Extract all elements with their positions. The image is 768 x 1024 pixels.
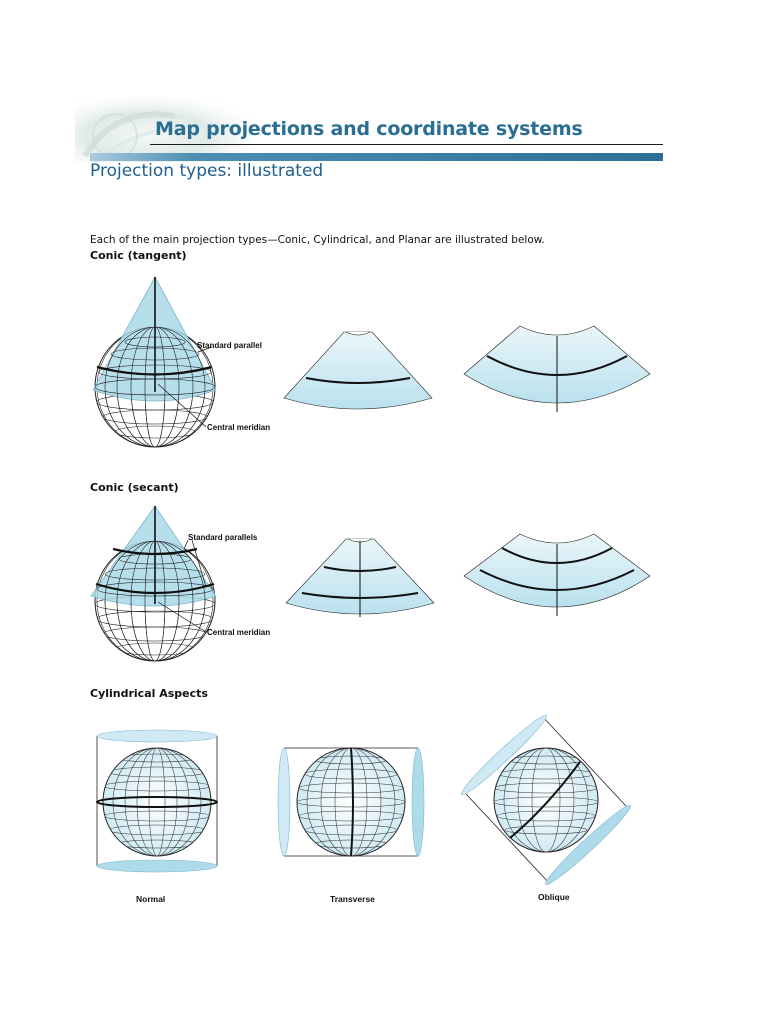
cylindrical-normal-figure — [94, 728, 220, 876]
label-central-meridian-2: Central meridian — [207, 628, 271, 637]
page-subtitle: Projection types: illustrated — [90, 161, 324, 181]
cylindrical-oblique-figure — [462, 712, 630, 892]
label-central-meridian: Central meridian — [207, 423, 271, 432]
page-title: Map projections and coordinate systems — [155, 118, 583, 140]
title-rule — [150, 144, 663, 145]
intro-text: Each of the main projection types—Conic, Cylindrical, and Planar are illustrated below. — [90, 234, 545, 246]
caption-oblique: Oblique — [538, 892, 570, 902]
conic-secant-globe-figure — [88, 504, 288, 674]
label-standard-parallels: Standard parallels — [188, 533, 258, 542]
conic-tangent-globe-figure — [88, 272, 288, 452]
section-title-conic-tangent: Conic (tangent) — [90, 249, 187, 262]
conic-tangent-cone-unrolled — [282, 328, 434, 414]
cylindrical-transverse-figure — [276, 744, 426, 860]
conic-tangent-flat-map — [462, 322, 652, 414]
caption-transverse: Transverse — [330, 894, 375, 904]
section-title-cylindrical-aspects: Cylindrical Aspects — [90, 687, 208, 700]
caption-normal: Normal — [136, 894, 166, 904]
label-standard-parallel: Standard parallel — [197, 341, 262, 350]
title-band — [90, 153, 663, 161]
conic-secant-flat-map — [462, 530, 652, 618]
conic-secant-cone-unrolled — [284, 535, 436, 621]
section-title-conic-secant: Conic (secant) — [90, 481, 179, 494]
